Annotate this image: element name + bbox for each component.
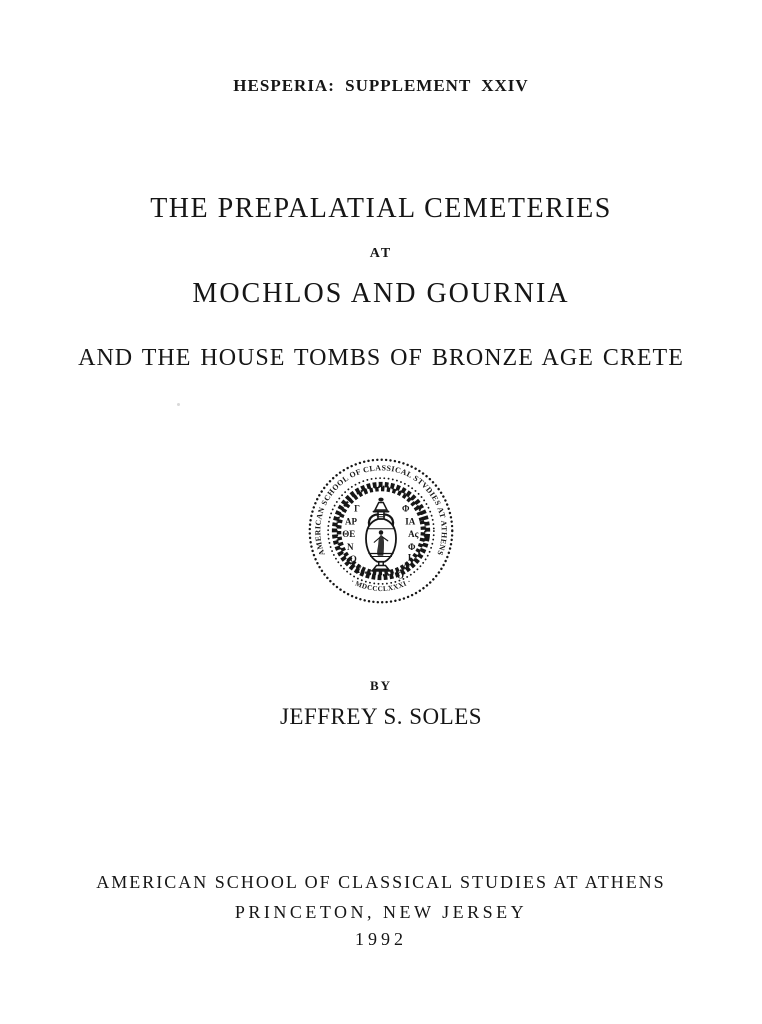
greek-letter: Ο bbox=[396, 570, 405, 581]
greek-letter: Ι bbox=[407, 552, 412, 563]
greek-letter: Γ bbox=[354, 503, 360, 514]
ascsa-seal bbox=[306, 456, 456, 606]
greek-letter: Ας bbox=[408, 529, 419, 539]
title-line-2: MOCHLOS AND GOURNIA bbox=[192, 278, 570, 309]
byline-label: BY bbox=[369, 678, 393, 693]
title-line-1: THE PREPALATIAL CEMETERIES bbox=[150, 193, 612, 224]
greek-letter: Υ bbox=[355, 565, 362, 575]
publisher-name: AMERICAN SCHOOL OF CLASSICAL STUDIES AT ATHENS bbox=[96, 872, 666, 892]
greek-letter: Φ bbox=[402, 503, 410, 514]
title-connector: AT bbox=[369, 246, 393, 261]
greek-letter: ΙΑ bbox=[405, 516, 416, 527]
subtitle: AND THE HOUSE TOMBS OF BRONZE AGE CRETE bbox=[78, 345, 684, 371]
author-name: JEFFREY S. SOLES bbox=[279, 704, 483, 729]
seal-founding-year: · MDCCCLXXXI · bbox=[349, 577, 413, 594]
publication-place: PRINCETON, NEW JERSEY bbox=[234, 902, 528, 922]
scan-speck bbox=[177, 403, 180, 406]
greek-letter: Ν bbox=[347, 541, 354, 552]
seal-ring-text: AMERICAN SCHOOL OF CLASSICAL STVDIES AT ATHENS bbox=[313, 463, 449, 557]
greek-letter: ΑΡ bbox=[345, 516, 357, 527]
greek-letter: Φ bbox=[408, 541, 416, 552]
greek-letter: Λ bbox=[402, 562, 409, 572]
series-header: HESPERIA: SUPPLEMENT XXIV bbox=[233, 76, 529, 95]
publication-year: 1992 bbox=[355, 929, 407, 949]
greek-letter: ΘΕ bbox=[342, 529, 356, 539]
greek-letter: Ο bbox=[349, 553, 357, 564]
ascsa-seal-graphic bbox=[306, 456, 456, 606]
amphora-icon bbox=[366, 498, 396, 571]
